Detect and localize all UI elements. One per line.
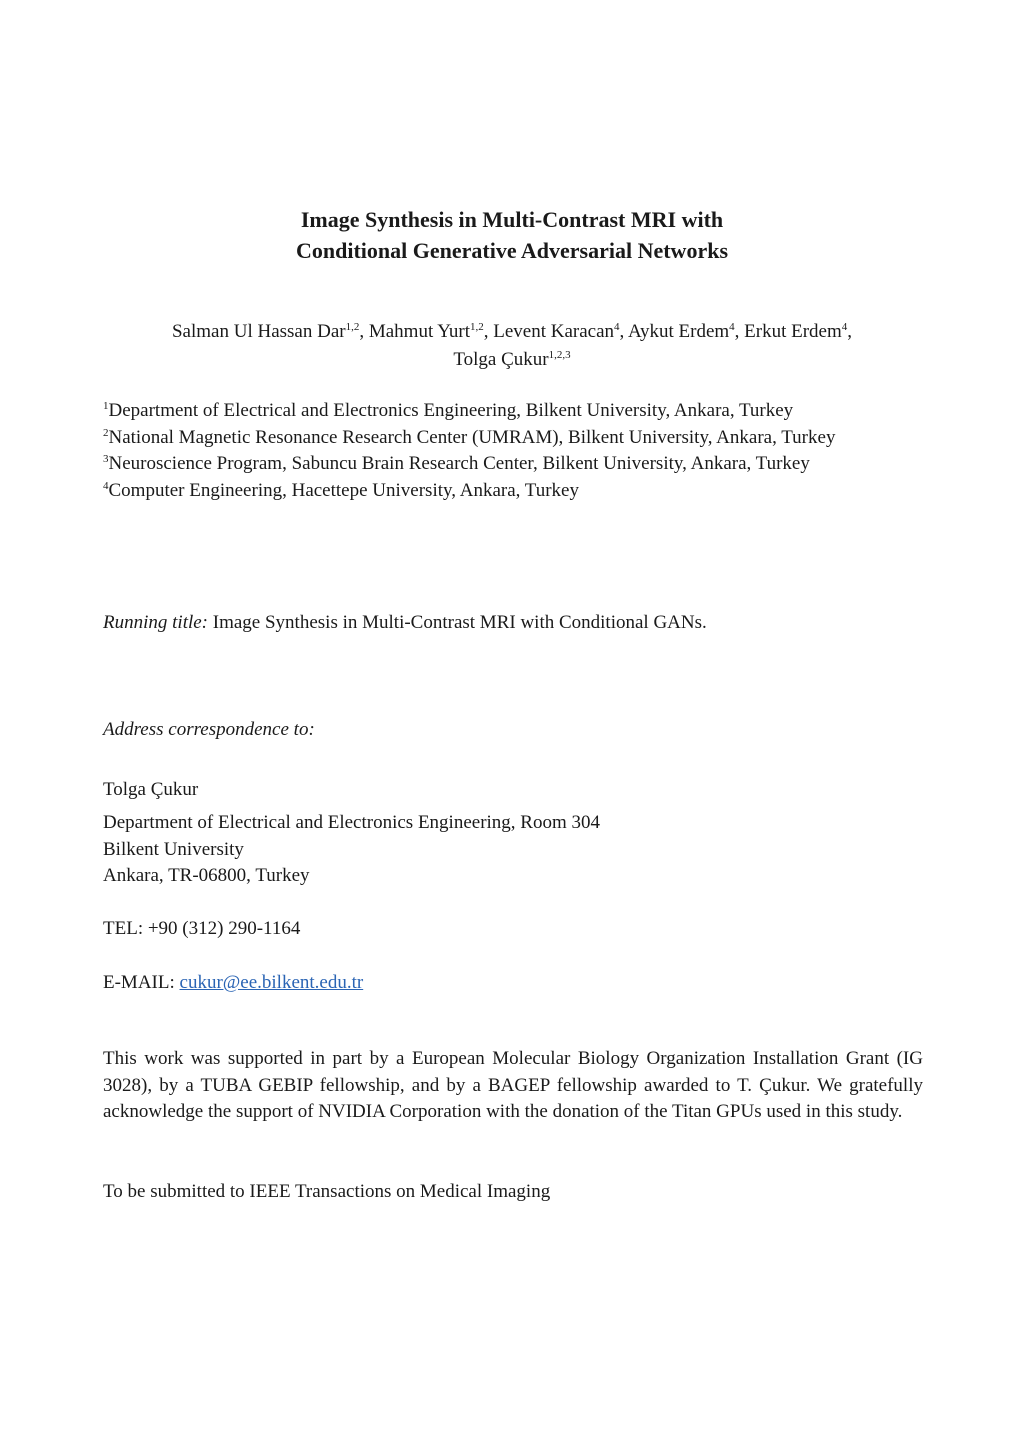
- affiliation-text: Computer Engineering, Hacettepe University, Ankara, Turkey: [108, 480, 579, 502]
- address-line: Bilkent University: [103, 838, 244, 860]
- author-name: Erkut Erdem: [744, 321, 842, 342]
- affiliation-number: 1: [103, 400, 109, 412]
- email-label: E-MAIL:: [103, 972, 180, 993]
- author-name: Aykut Erdem: [628, 321, 730, 342]
- paper-title-line-2: Conditional Generative Adversarial Networks: [295, 238, 729, 263]
- author-affiliation-marker: 4: [729, 321, 735, 333]
- author-affiliation-marker: 1,2: [470, 321, 484, 333]
- author-affiliation-marker: 4: [614, 321, 620, 333]
- correspondence-name: Tolga Çukur: [103, 779, 199, 800]
- running-title: [103, 610, 707, 637]
- paper-title: [0, 204, 1024, 266]
- author-separator: ,: [847, 321, 853, 342]
- author-separator: ,: [734, 321, 745, 342]
- author-name: Mahmut Yurt: [368, 321, 470, 342]
- author-separator: ,: [483, 321, 494, 342]
- affiliation-text: Department of Electrical and Electronics Engineering, Bilkent University, Ankara, Turkey: [108, 400, 794, 421]
- affiliation-number: 4: [103, 480, 109, 493]
- affiliation-text: Neuroscience Program, Sabuncu Brain Research Center, Bilkent University, Ankara, Turkey: [108, 453, 810, 475]
- affiliation-item: [103, 451, 923, 478]
- author-name: Salman Ul Hassan Dar: [171, 321, 346, 342]
- telephone: TEL: +90 (312) 290-1164: [103, 918, 301, 939]
- email-link[interactable]: cukur@ee.bilkent.edu.tr: [179, 972, 364, 993]
- author-affiliation-marker: 1,2: [345, 321, 360, 333]
- affiliation-item: [103, 478, 923, 505]
- author-affiliation-marker: 4: [841, 321, 848, 333]
- funding-acknowledgment: This work was supported in part by a European Molecular Biology Organization Installation Grant (IG 3028), by a TUBA GEBIP fellowship, and by a BAGEP fellowship awarded to T. Çukur. We gratefully acknowledge the support of NVIDIA Corporation with the donation of the Titan GPUs used in this study.: [103, 1048, 923, 1123]
- affiliation-item: [103, 398, 923, 425]
- correspondence-heading: Address correspondence to:: [103, 719, 315, 740]
- address-line: Department of Electrical and Electronics Engineering, Room 304: [103, 812, 600, 833]
- author-name: Levent Karacan: [493, 321, 615, 342]
- email-line: [103, 970, 363, 997]
- author-line-1: [0, 318, 1024, 346]
- author-line-2: [0, 346, 1024, 374]
- author-separator: ,: [359, 321, 369, 342]
- affiliation-item: [103, 425, 923, 452]
- author-list: [0, 318, 1024, 374]
- correspondence-address: [103, 810, 600, 890]
- running-title-text: Image Synthesis in Multi-Contrast MRI with Conditional GANs.: [208, 612, 707, 633]
- author-separator: ,: [619, 321, 628, 342]
- affiliation-number: 3: [103, 453, 109, 466]
- affiliation-list: [103, 398, 923, 505]
- address-line: Ankara, TR-06800, Turkey: [103, 865, 310, 887]
- author-name: Tolga Çukur: [453, 349, 549, 370]
- submission-note: To be submitted to IEEE Transactions on Medical Imaging: [103, 1181, 551, 1202]
- affiliation-number: 2: [103, 426, 109, 439]
- paper-title-line-1: Image Synthesis in Multi-Contrast MRI with: [300, 207, 724, 232]
- running-title-label: Running title:: [103, 612, 209, 633]
- author-affiliation-marker: 1,2,3: [548, 349, 571, 361]
- affiliation-text: National Magnetic Resonance Research Center (UMRAM), Bilkent University, Ankara, Turkey: [108, 426, 836, 448]
